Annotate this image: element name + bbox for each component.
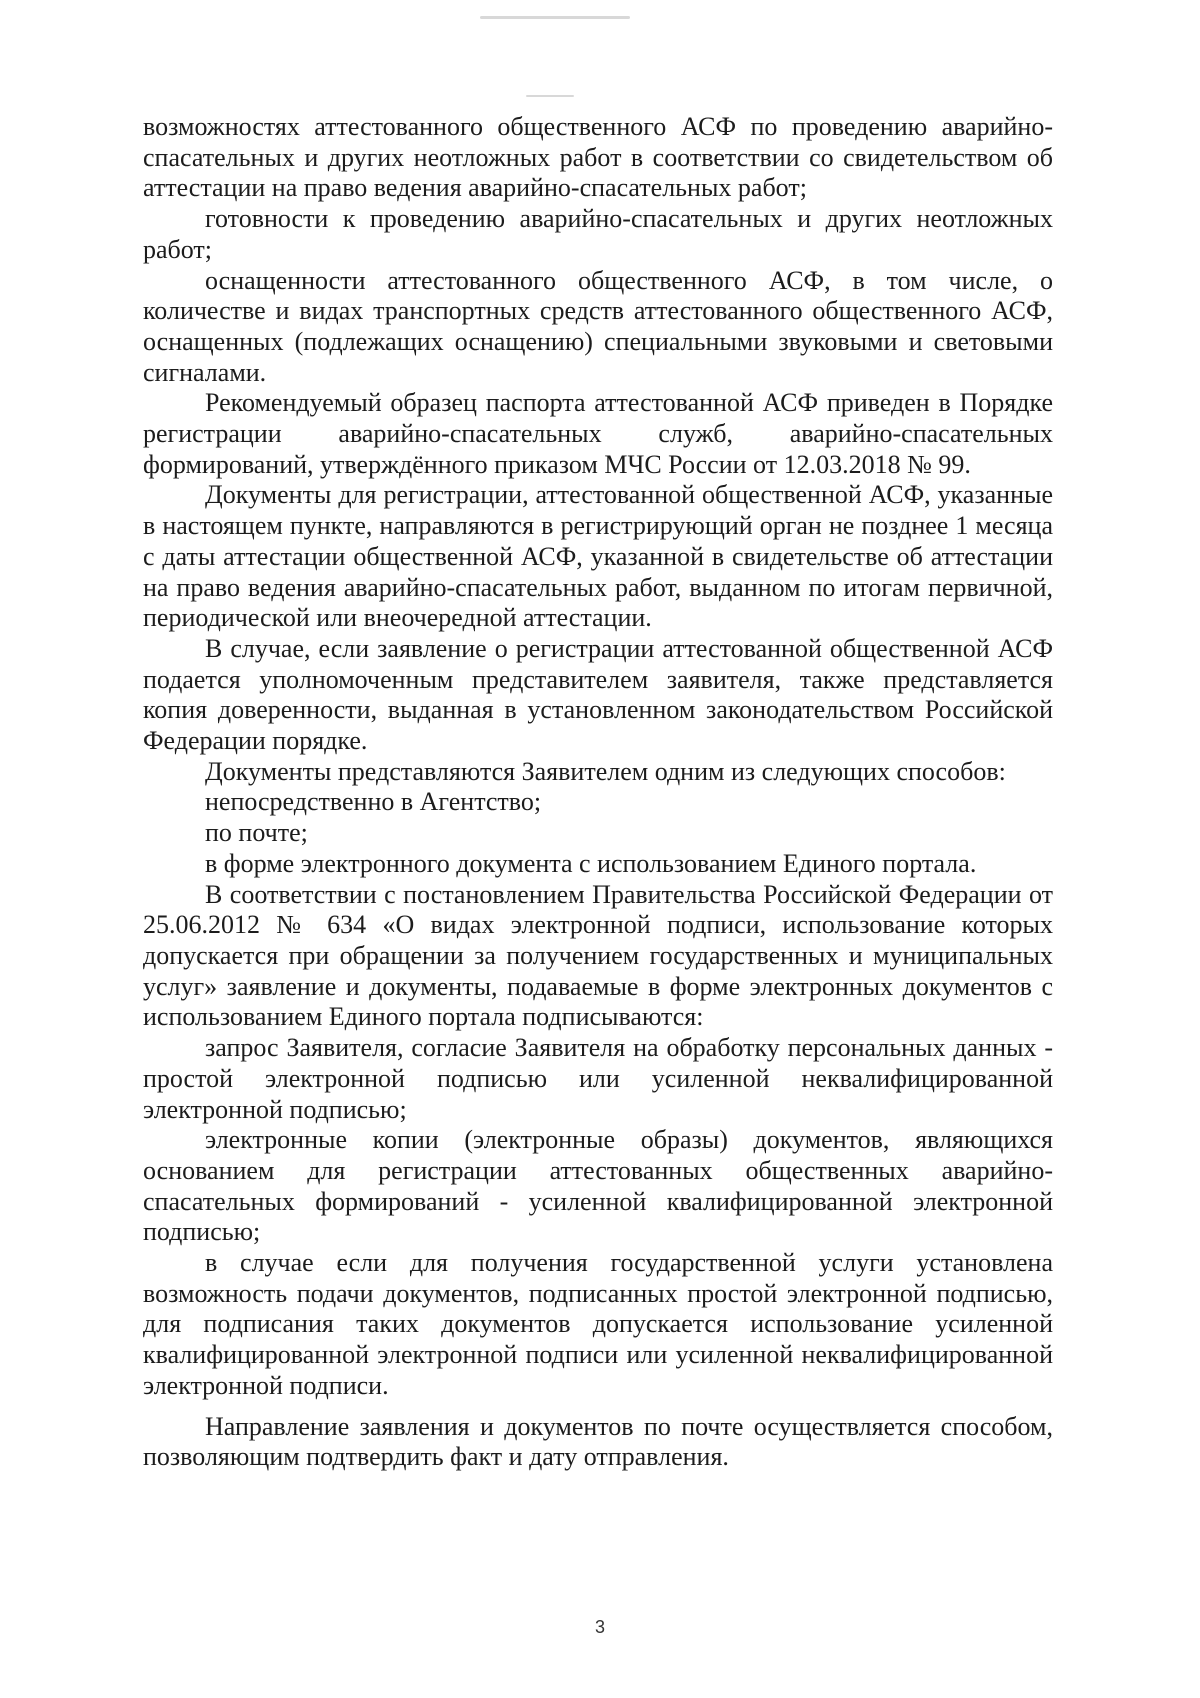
paragraph: Рекомендуемый образец паспорта аттестованной АСФ приведен в Порядке регистрации аварийно-спасательных служб, аварийно-спасательных формирований, утверждённого приказом МЧС России от 12.03.2018 № 99. <box>143 388 1053 479</box>
paragraph: В соответствии с постановлением Правительства Российской Федерации от 25.06.2012 № 634 «О видах электронной подписи, использование которых допускается при обращении за получением государственных и муниципальных услуг» заявление и документы, подаваемые в форме электронных документов с использованием Единого портала подписываются: <box>143 879 1053 1032</box>
document-body <box>143 112 1053 1473</box>
paragraph: В случае, если заявление о регистрации аттестованной общественной АСФ подается уполномоченным представителем заявителя, также представляется копия доверенности, выданная в установленном законодательством Российской Федерации порядке. <box>143 633 1053 756</box>
page-number: 3 <box>594 1617 605 1637</box>
paragraph: Документы представляются Заявителем одним из следующих способов: <box>205 756 1006 786</box>
paragraph: возможностях аттестованного общественного АСФ по проведению аварийно-спасательных и других неотложных работ в соответствии со свидетельством об аттестации на право ведения аварийно-спасательных работ; <box>143 112 1053 203</box>
paragraph: Документы для регистрации, аттестованной общественной АСФ, указанные в настоящем пункте, направляются в регистрирующий орган не позднее 1 месяца с даты аттестации общественной АСФ, указанной в свидетельстве об аттестации на право ведения аварийно-спасательных работ, выданном по итогам первичной, периодической или внеочередной аттестации. <box>143 480 1053 633</box>
list-item: в форме электронного документа с использованием Единого портала. <box>205 848 977 878</box>
paragraph: запрос Заявителя, согласие Заявителя на обработку персональных данных - простой электронной подписью или усиленной неквалифицированной электронной подписью; <box>143 1033 1053 1124</box>
paragraph: Направление заявления и документов по почте осуществляется способом, позволяющим подтвердить факт и дату отправления. <box>143 1411 1053 1472</box>
paragraph: электронные копии (электронные образы) документов, являющихся основанием для регистрации аттестованных общественных аварийно-спасательных формирований - усиленной квалифицированной электронной подписью; <box>143 1125 1053 1247</box>
scan-artifact <box>526 95 574 97</box>
paragraph: оснащенности аттестованного общественного АСФ, в том числе, о количестве и видах транспортных средств аттестованного общественного АСФ, оснащенных (подлежащих оснащению) специальными звуковыми и световыми сигналами. <box>143 265 1053 387</box>
list-item: по почте; <box>205 818 308 848</box>
scan-artifact <box>480 16 630 19</box>
paragraph: готовности к проведению аварийно-спасательных и других неотложных работ; <box>143 204 1053 264</box>
list-item: непосредственно в Агентство; <box>205 787 542 817</box>
paragraph: в случае если для получения государственной услуги установлена возможность подачи документов, подписанных простой электронной подписью, для подписания таких документов допускается использование усиленной квалифицированной электронной подписи или усиленной неквалифицированной электронной подписи. <box>143 1248 1053 1400</box>
